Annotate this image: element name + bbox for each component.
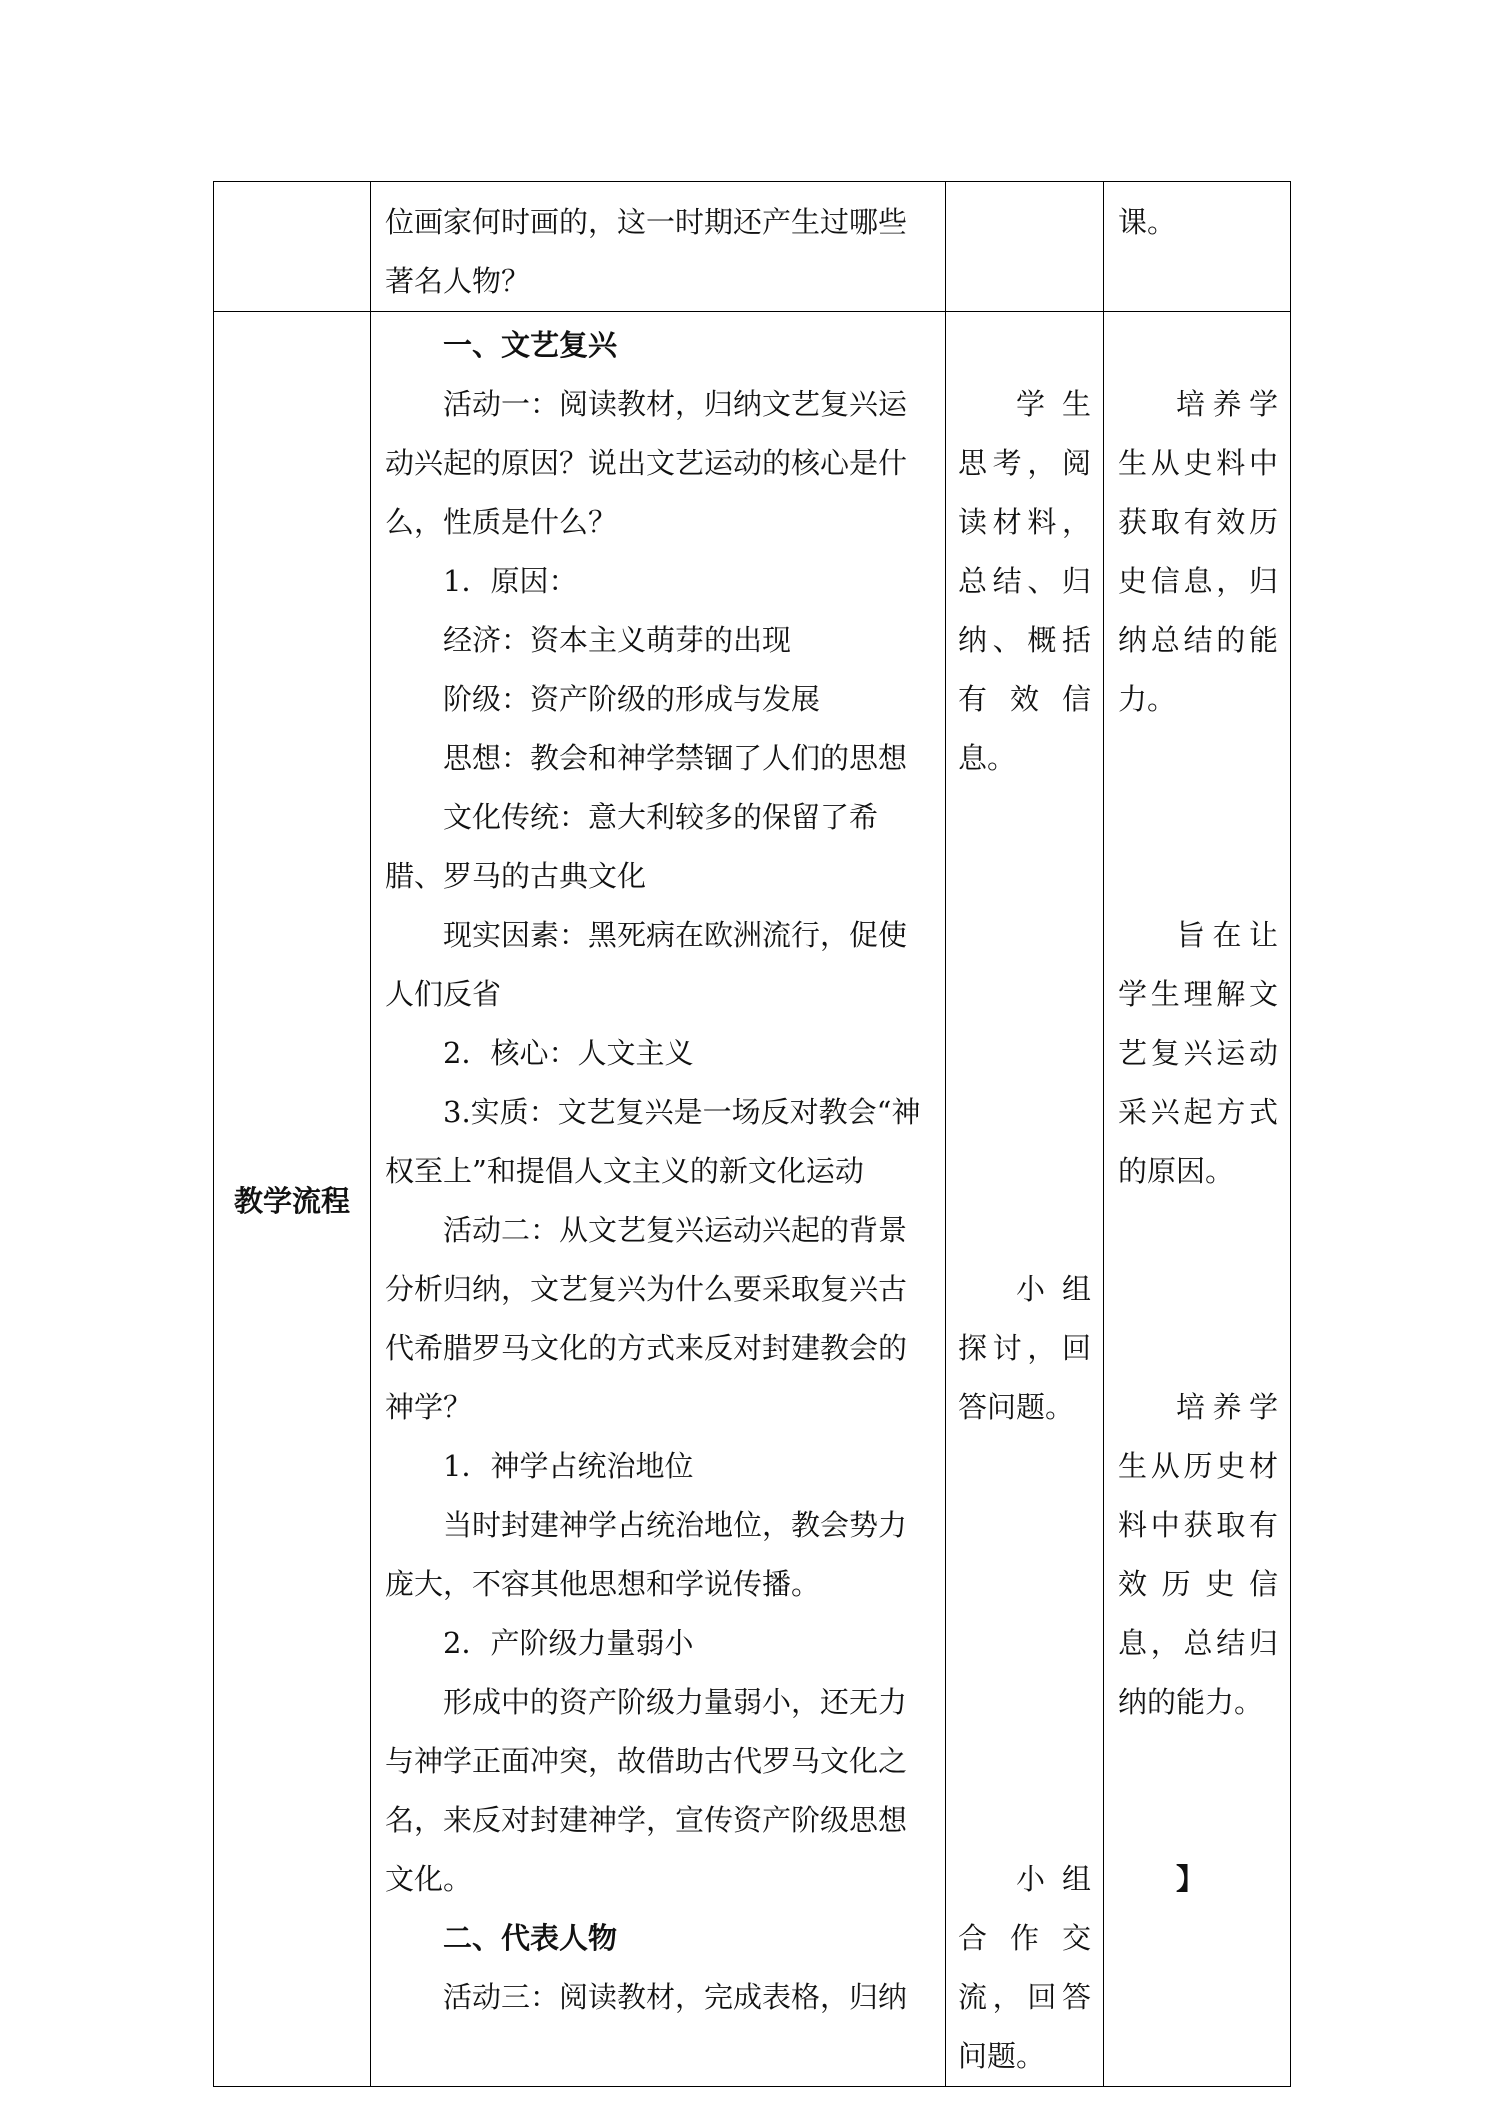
- section-label-cell: [214, 312, 371, 2087]
- paragraph: 形成中的资产阶级力量弱小，还无力与神学正面冲突，故借助古代罗马文化之名，来反对封建神学，宣传资产阶级思想文化。: [385, 1685, 908, 1896]
- student-activity-text: 小组合作交流，回答问题。: [958, 1862, 1091, 2073]
- student-activity-cell-empty: [946, 182, 1104, 312]
- label-cell-empty: [214, 182, 371, 312]
- content-cell: [371, 312, 946, 2087]
- paragraph: 文化传统：意大利较多的保留了希腊、罗马的古典文化: [385, 800, 879, 893]
- design-intent-cell: [1104, 312, 1291, 2087]
- design-intent-text: 旨在让学生理解文艺复兴运动采兴起方式的原因。: [1118, 918, 1278, 1188]
- paragraph: 当时封建神学占统治地位，教会势力庞大，不容其他思想和学说传播。: [385, 1508, 908, 1601]
- student-activity-text: 小组探讨，回答问题。: [958, 1272, 1091, 1424]
- design-intent-cell: [1104, 182, 1291, 312]
- paragraph: 1．原因：: [443, 564, 578, 598]
- paragraph: 2．核心：人文主义: [443, 1036, 694, 1070]
- content-line: 位画家何时画的，这一时期还产生过哪些: [385, 205, 908, 239]
- section-label: 教学流程: [233, 1183, 350, 1218]
- heading-daibiao: 二、代表人物: [443, 1921, 618, 1955]
- content-line: 著名人物？: [385, 264, 531, 298]
- paragraph: 活动三：阅读教材，完成表格，归纳: [443, 1980, 908, 2014]
- student-activity-text: 学生思考，阅读材料，总结、归纳、概括有效信息。: [958, 387, 1091, 775]
- paragraph: 思想：教会和神学禁锢了人们的思想: [443, 741, 908, 775]
- lesson-plan-table: [213, 181, 1291, 2087]
- paragraph: 经济：资本主义萌芽的出现: [443, 623, 792, 657]
- paragraph: 活动一：阅读教材，归纳文艺复兴运动兴起的原因？说出文艺运动的核心是什么，性质是什么？: [385, 387, 908, 539]
- bracket-mark: 】: [1176, 1862, 1206, 1896]
- paragraph: 3.实质：文艺复兴是一场反对教会“神权至上”和提倡人文主义的新文化运动: [385, 1095, 921, 1188]
- content-cell: [371, 182, 946, 312]
- paragraph: 2．产阶级力量弱小: [443, 1626, 694, 1660]
- design-intent-text: 课。: [1118, 205, 1177, 239]
- design-intent-text: 培养学生从历史材料中获取有效历史信息，总结归纳的能力。: [1118, 1390, 1278, 1719]
- heading-wenyi: 一、文艺复兴: [443, 328, 618, 362]
- table-row: [214, 182, 1291, 312]
- paragraph: 现实因素：黑死病在欧洲流行，促使人们反省: [385, 918, 908, 1011]
- design-intent-text: 培养学生从史料中获取有效历史信息，归纳总结的能力。: [1118, 387, 1278, 716]
- table-row: [214, 312, 1291, 2087]
- paragraph: 1．神学占统治地位: [443, 1449, 694, 1483]
- paragraph: 活动二：从文艺复兴运动兴起的背景分析归纳，文艺复兴为什么要采取复兴古代希腊罗马文化的方式来反对封建教会的神学？: [385, 1213, 908, 1424]
- student-activity-cell: [946, 312, 1104, 2087]
- paragraph: 阶级：资产阶级的形成与发展: [443, 682, 821, 716]
